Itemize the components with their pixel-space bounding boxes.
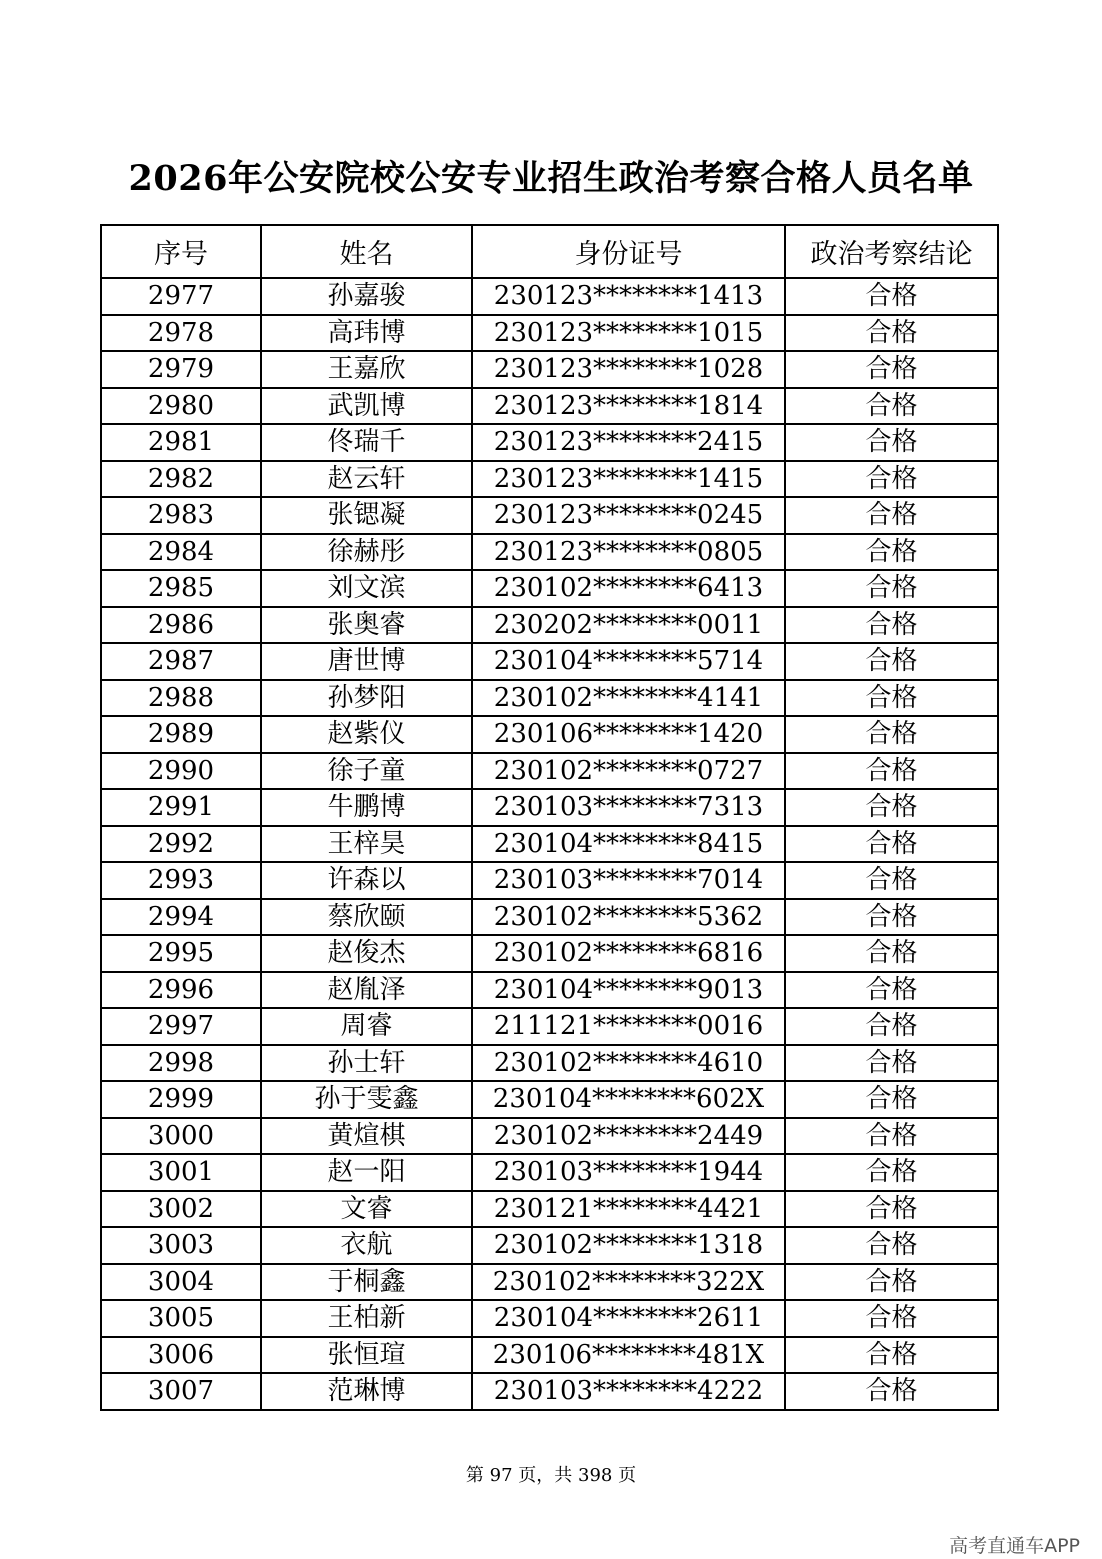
table-row <box>101 899 998 936</box>
cell-conclusion: 合格 <box>785 643 998 680</box>
cell-name: 赵俊杰 <box>261 935 472 972</box>
cell-serial-no: 3002 <box>101 1191 261 1228</box>
table-row <box>101 716 998 753</box>
cell-serial-no: 2978 <box>101 315 261 352</box>
cell-name: 于桐鑫 <box>261 1264 472 1301</box>
cell-serial-no: 3000 <box>101 1118 261 1155</box>
cell-conclusion: 合格 <box>785 1118 998 1155</box>
cell-id-number: 230104********2611 <box>472 1300 785 1337</box>
cell-serial-no: 3007 <box>101 1373 261 1410</box>
cell-conclusion: 合格 <box>785 1337 998 1374</box>
cell-id-number: 230102********2449 <box>472 1118 785 1155</box>
table-row <box>101 1337 998 1374</box>
cell-name: 孙于雯鑫 <box>261 1081 472 1118</box>
cell-name: 张奥睿 <box>261 607 472 644</box>
cell-id-number: 230102********6816 <box>472 935 785 972</box>
cell-serial-no: 2996 <box>101 972 261 1009</box>
cell-serial-no: 2998 <box>101 1045 261 1082</box>
cell-serial-no: 2995 <box>101 935 261 972</box>
table-row <box>101 424 998 461</box>
cell-id-number: 230102********6413 <box>472 570 785 607</box>
cell-serial-no: 2986 <box>101 607 261 644</box>
cell-id-number: 211121********0016 <box>472 1008 785 1045</box>
cell-name: 许森以 <box>261 862 472 899</box>
table-row <box>101 351 998 388</box>
cell-conclusion: 合格 <box>785 424 998 461</box>
cell-name: 范琳博 <box>261 1373 472 1410</box>
table-row <box>101 534 998 571</box>
cell-id-number: 230123********0805 <box>472 534 785 571</box>
cell-conclusion: 合格 <box>785 1045 998 1082</box>
table-row <box>101 1118 998 1155</box>
cell-name: 唐世博 <box>261 643 472 680</box>
table-row <box>101 1008 998 1045</box>
cell-serial-no: 2991 <box>101 789 261 826</box>
cell-name: 王嘉欣 <box>261 351 472 388</box>
cell-serial-no: 3006 <box>101 1337 261 1374</box>
header-serial-no: 序号 <box>101 225 261 278</box>
cell-conclusion: 合格 <box>785 534 998 571</box>
cell-conclusion: 合格 <box>785 1008 998 1045</box>
cell-serial-no: 2990 <box>101 753 261 790</box>
cell-conclusion: 合格 <box>785 680 998 717</box>
table-row <box>101 607 998 644</box>
cell-conclusion: 合格 <box>785 278 998 315</box>
cell-id-number: 230123********1028 <box>472 351 785 388</box>
table-row <box>101 278 998 315</box>
cell-conclusion: 合格 <box>785 570 998 607</box>
cell-conclusion: 合格 <box>785 607 998 644</box>
cell-conclusion: 合格 <box>785 716 998 753</box>
cell-serial-no: 2993 <box>101 862 261 899</box>
table-row <box>101 1300 998 1337</box>
cell-conclusion: 合格 <box>785 1264 998 1301</box>
cell-id-number: 230123********1413 <box>472 278 785 315</box>
cell-id-number: 230103********4222 <box>472 1373 785 1410</box>
cell-name: 徐子童 <box>261 753 472 790</box>
cell-serial-no: 2999 <box>101 1081 261 1118</box>
cell-id-number: 230202********0011 <box>472 607 785 644</box>
cell-conclusion: 合格 <box>785 1081 998 1118</box>
cell-name: 张锶凝 <box>261 497 472 534</box>
table-row <box>101 1373 998 1410</box>
table-row <box>101 570 998 607</box>
cell-serial-no: 2987 <box>101 643 261 680</box>
cell-conclusion: 合格 <box>785 1154 998 1191</box>
cell-serial-no: 2977 <box>101 278 261 315</box>
cell-serial-no: 2979 <box>101 351 261 388</box>
cell-conclusion: 合格 <box>785 461 998 498</box>
cell-serial-no: 2989 <box>101 716 261 753</box>
cell-id-number: 230104********5714 <box>472 643 785 680</box>
cell-name: 张恒瑄 <box>261 1337 472 1374</box>
cell-conclusion: 合格 <box>785 1227 998 1264</box>
cell-id-number: 230123********1015 <box>472 315 785 352</box>
cell-name: 周睿 <box>261 1008 472 1045</box>
cell-conclusion: 合格 <box>785 351 998 388</box>
cell-name: 刘文滨 <box>261 570 472 607</box>
cell-name: 王柏新 <box>261 1300 472 1337</box>
cell-name: 佟瑞千 <box>261 424 472 461</box>
cell-id-number: 230103********1944 <box>472 1154 785 1191</box>
cell-serial-no: 2982 <box>101 461 261 498</box>
table-row <box>101 826 998 863</box>
cell-serial-no: 2994 <box>101 899 261 936</box>
cell-conclusion: 合格 <box>785 753 998 790</box>
table-row <box>101 972 998 1009</box>
cell-conclusion: 合格 <box>785 789 998 826</box>
cell-id-number: 230102********5362 <box>472 899 785 936</box>
cell-conclusion: 合格 <box>785 899 998 936</box>
table-row <box>101 1264 998 1301</box>
cell-conclusion: 合格 <box>785 497 998 534</box>
table-row <box>101 862 998 899</box>
cell-id-number: 230103********7014 <box>472 862 785 899</box>
cell-serial-no: 2985 <box>101 570 261 607</box>
cell-name: 文睿 <box>261 1191 472 1228</box>
cell-id-number: 230102********322X <box>472 1264 785 1301</box>
table-row <box>101 680 998 717</box>
cell-id-number: 230104********8415 <box>472 826 785 863</box>
cell-serial-no: 3003 <box>101 1227 261 1264</box>
cell-id-number: 230106********1420 <box>472 716 785 753</box>
table-row <box>101 461 998 498</box>
cell-id-number: 230123********1415 <box>472 461 785 498</box>
table-row <box>101 1191 998 1228</box>
table-header-row <box>101 225 998 278</box>
header-name: 姓名 <box>261 225 472 278</box>
cell-id-number: 230102********0727 <box>472 753 785 790</box>
cell-serial-no: 3001 <box>101 1154 261 1191</box>
cell-name: 赵一阳 <box>261 1154 472 1191</box>
cell-serial-no: 2981 <box>101 424 261 461</box>
cell-name: 黄煊棋 <box>261 1118 472 1155</box>
table-row <box>101 1227 998 1264</box>
cell-serial-no: 2984 <box>101 534 261 571</box>
cell-id-number: 230102********1318 <box>472 1227 785 1264</box>
cell-conclusion: 合格 <box>785 935 998 972</box>
cell-name: 牛鹏博 <box>261 789 472 826</box>
cell-id-number: 230123********1814 <box>472 388 785 425</box>
table-row <box>101 1045 998 1082</box>
cell-id-number: 230106********481X <box>472 1337 785 1374</box>
header-id-number: 身份证号 <box>472 225 785 278</box>
cell-name: 衣航 <box>261 1227 472 1264</box>
cell-conclusion: 合格 <box>785 315 998 352</box>
cell-name: 高玮博 <box>261 315 472 352</box>
cell-name: 赵云轩 <box>261 461 472 498</box>
cell-name: 孙嘉骏 <box>261 278 472 315</box>
cell-serial-no: 2997 <box>101 1008 261 1045</box>
table-row <box>101 388 998 425</box>
cell-serial-no: 2988 <box>101 680 261 717</box>
cell-serial-no: 2992 <box>101 826 261 863</box>
cell-name: 赵胤泽 <box>261 972 472 1009</box>
cell-conclusion: 合格 <box>785 826 998 863</box>
page-title: 2026年公安院校公安专业招生政治考察合格人员名单 <box>128 158 974 199</box>
cell-conclusion: 合格 <box>785 1373 998 1410</box>
cell-id-number: 230104********9013 <box>472 972 785 1009</box>
table-row <box>101 935 998 972</box>
cell-conclusion: 合格 <box>785 1300 998 1337</box>
table-row <box>101 753 998 790</box>
cell-name: 孙梦阳 <box>261 680 472 717</box>
cell-id-number: 230102********4141 <box>472 680 785 717</box>
cell-name: 徐赫彤 <box>261 534 472 571</box>
cell-serial-no: 2983 <box>101 497 261 534</box>
cell-id-number: 230104********602X <box>472 1081 785 1118</box>
cell-id-number: 230103********7313 <box>472 789 785 826</box>
cell-conclusion: 合格 <box>785 972 998 1009</box>
table-row <box>101 789 998 826</box>
cell-name: 武凯博 <box>261 388 472 425</box>
header-conclusion: 政治考察结论 <box>785 225 998 278</box>
table-row <box>101 1154 998 1191</box>
cell-serial-no: 3004 <box>101 1264 261 1301</box>
cell-id-number: 230123********2415 <box>472 424 785 461</box>
cell-name: 蔡欣颐 <box>261 899 472 936</box>
cell-conclusion: 合格 <box>785 862 998 899</box>
cell-id-number: 230102********4610 <box>472 1045 785 1082</box>
cell-serial-no: 3005 <box>101 1300 261 1337</box>
table-row <box>101 1081 998 1118</box>
cell-name: 孙士轩 <box>261 1045 472 1082</box>
cell-conclusion: 合格 <box>785 1191 998 1228</box>
cell-conclusion: 合格 <box>785 388 998 425</box>
cell-serial-no: 2980 <box>101 388 261 425</box>
cell-id-number: 230121********4421 <box>472 1191 785 1228</box>
table-row <box>101 497 998 534</box>
table-body <box>101 278 998 1410</box>
page-number: 第 97 页，共 398 页 <box>465 1465 637 1486</box>
table-row <box>101 315 998 352</box>
table-row <box>101 643 998 680</box>
cell-id-number: 230123********0245 <box>472 497 785 534</box>
cell-name: 王梓昊 <box>261 826 472 863</box>
cell-name: 赵紫仪 <box>261 716 472 753</box>
watermark: 高考直通车APP <box>949 1535 1080 1557</box>
roster-table <box>100 224 999 1411</box>
